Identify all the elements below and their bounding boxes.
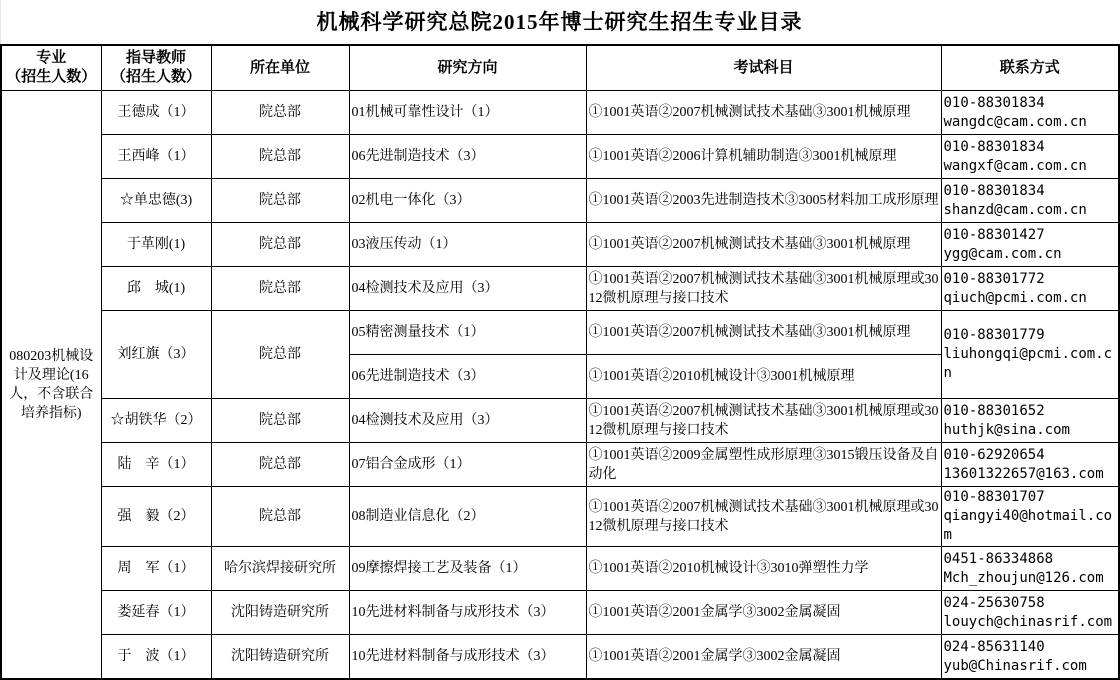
phone: 010-88301772 [943, 270, 1045, 287]
table-row [1, 547, 1119, 591]
contact-cell [941, 179, 1119, 223]
exam-cell: ①1001英语②2001金属学③3002金属凝固 [586, 591, 941, 635]
exam-cell: ①1001英语②2007机械测试技术基础③3001机械原理 [586, 91, 941, 135]
header-supervisor-line2: （招生人数） [110, 69, 201, 85]
email: yub@Chinasrif.com [943, 657, 1087, 674]
unit-cell: 院总部 [211, 223, 349, 267]
phone: 0451-86334868 [943, 550, 1054, 567]
table-row [1, 91, 1119, 135]
direction-cell: 06先进制造技术（3） [349, 355, 586, 399]
unit-cell: 院总部 [211, 267, 349, 311]
table-row [1, 487, 1119, 547]
supervisor-cell: 周 军（1） [101, 547, 211, 591]
header-major-line2: （招生人数） [6, 69, 97, 85]
email: wangxf@cam.com.cn [943, 157, 1087, 174]
direction-cell: 05精密测量技术（1） [349, 311, 586, 355]
header-row [1, 45, 1119, 91]
exam-cell: ①1001英语②2007机械测试技术基础③3001机械原理 [586, 223, 941, 267]
table-row [1, 399, 1119, 443]
contact-cell [941, 267, 1119, 311]
table-row [1, 135, 1119, 179]
header-supervisor [101, 45, 211, 91]
unit-cell: 院总部 [211, 91, 349, 135]
direction-cell: 10先进材料制备与成形技术（3） [349, 635, 586, 680]
contact-cell [941, 311, 1119, 399]
email: huthjk@sina.com [943, 421, 1070, 438]
supervisor-cell: 陆 辛（1） [101, 443, 211, 487]
unit-cell: 沈阳铸造研究所 [211, 635, 349, 680]
contact-cell [941, 443, 1119, 487]
direction-cell: 07铝合金成形（1） [349, 443, 586, 487]
exam-cell: ①1001英语②2001金属学③3002金属凝固 [586, 635, 941, 680]
contact-cell [941, 399, 1119, 443]
header-major-line1: 专业 [36, 50, 67, 66]
supervisor-cell: ☆单忠德(3) [101, 179, 211, 223]
header-major [1, 45, 101, 91]
table-row [1, 635, 1119, 680]
unit-cell: 院总部 [211, 179, 349, 223]
supervisor-cell: 于革刚(1) [101, 223, 211, 267]
email: qiuch@pcmi.com.cn [943, 289, 1087, 306]
email: 13601322657@163.com [943, 465, 1104, 482]
exam-cell: ①1001英语②2006计算机辅助制造③3001机械原理 [586, 135, 941, 179]
supervisor-cell: ☆胡铁华（2） [101, 399, 211, 443]
contact-cell [941, 487, 1119, 547]
email: liuhongqi@pcmi.com.cn [943, 346, 1113, 381]
header-direction: 研究方向 [349, 45, 586, 91]
phone: 010-88301427 [943, 226, 1045, 243]
phone: 010-88301779 [943, 327, 1045, 343]
phone: 010-62920654 [943, 446, 1045, 463]
contact-cell [941, 591, 1119, 635]
supervisor-cell: 邱 城(1) [101, 267, 211, 311]
supervisor-cell: 王德成（1） [101, 91, 211, 135]
phone: 010-88301707 [943, 489, 1045, 505]
direction-cell: 06先进制造技术（3） [349, 135, 586, 179]
table-row [1, 179, 1119, 223]
phone: 024-85631140 [943, 638, 1045, 655]
exam-cell: ①1001英语②2007机械测试技术基础③3001机械原理或3012微机原理与接口技术 [586, 399, 941, 443]
direction-cell: 02机电一体化（3） [349, 179, 586, 223]
email: shanzd@cam.com.cn [943, 201, 1087, 218]
exam-cell: ①1001英语②2009金属塑性成形原理③3015锻压设备及自动化 [586, 443, 941, 487]
phone: 010-88301834 [943, 138, 1045, 155]
exam-cell: ①1001英语②2010机械设计③3010弹塑性力学 [586, 547, 941, 591]
header-contact: 联系方式 [941, 45, 1119, 91]
direction-cell: 03液压传动（1） [349, 223, 586, 267]
contact-cell [941, 135, 1119, 179]
exam-cell: ①1001英语②2007机械测试技术基础③3001机械原理或3012微机原理与接口技术 [586, 267, 941, 311]
direction-cell: 09摩擦焊接工艺及装备（1） [349, 547, 586, 591]
supervisor-cell: 强 毅（2） [101, 487, 211, 547]
table-row [1, 443, 1119, 487]
admissions-table [0, 44, 1120, 680]
exam-cell: ①1001英语②2003先进制造技术③3005材料加工成形原理 [586, 179, 941, 223]
direction-cell: 08制造业信息化（2） [349, 487, 586, 547]
exam-cell: ①1001英语②2010机械设计③3001机械原理 [586, 355, 941, 399]
unit-cell: 院总部 [211, 487, 349, 547]
unit-cell: 哈尔滨焊接研究所 [211, 547, 349, 591]
supervisor-cell: 于 波（1） [101, 635, 211, 680]
email: louych@chinasrif.com [943, 613, 1113, 630]
page-title: 机械科学研究总院2015年博士研究生招生专业目录 [0, 0, 1118, 44]
phone: 010-88301834 [943, 182, 1045, 199]
table-row [1, 311, 1119, 355]
header-unit: 所在单位 [211, 45, 349, 91]
unit-cell: 院总部 [211, 311, 349, 399]
exam-cell: ①1001英语②2007机械测试技术基础③3001机械原理或3012微机原理与接口技术 [586, 487, 941, 547]
unit-cell: 院总部 [211, 399, 349, 443]
unit-cell: 院总部 [211, 443, 349, 487]
header-exam: 考试科目 [586, 45, 941, 91]
table-row [1, 267, 1119, 311]
contact-cell [941, 91, 1119, 135]
header-supervisor-line1: 指导教师 [125, 50, 186, 66]
phone: 010-88301652 [943, 402, 1045, 419]
direction-cell: 01机械可靠性设计（1） [349, 91, 586, 135]
table-row [1, 223, 1119, 267]
email: Mch_zhoujun@126.com [943, 569, 1104, 586]
contact-cell [941, 547, 1119, 591]
contact-cell [941, 635, 1119, 680]
phone: 010-88301834 [943, 94, 1045, 111]
exam-cell: ①1001英语②2007机械测试技术基础③3001机械原理 [586, 311, 941, 355]
unit-cell: 沈阳铸造研究所 [211, 591, 349, 635]
major-cell: 080203机械设计及理论(16人，不含联合培养指标) [1, 91, 101, 680]
contact-cell [941, 223, 1119, 267]
direction-cell: 04检测技术及应用（3） [349, 399, 586, 443]
direction-cell: 04检测技术及应用（3） [349, 267, 586, 311]
direction-cell: 10先进材料制备与成形技术（3） [349, 591, 586, 635]
phone: 024-25630758 [943, 594, 1045, 611]
email: ygg@cam.com.cn [943, 245, 1062, 262]
supervisor-cell: 娄延春（1） [101, 591, 211, 635]
email: wangdc@cam.com.cn [943, 113, 1087, 130]
supervisor-cell: 刘红旗（3） [101, 311, 211, 399]
supervisor-cell: 王西峰（1） [101, 135, 211, 179]
unit-cell: 院总部 [211, 135, 349, 179]
table-row [1, 591, 1119, 635]
email: qiangyi40@hotmail.com [943, 508, 1113, 543]
